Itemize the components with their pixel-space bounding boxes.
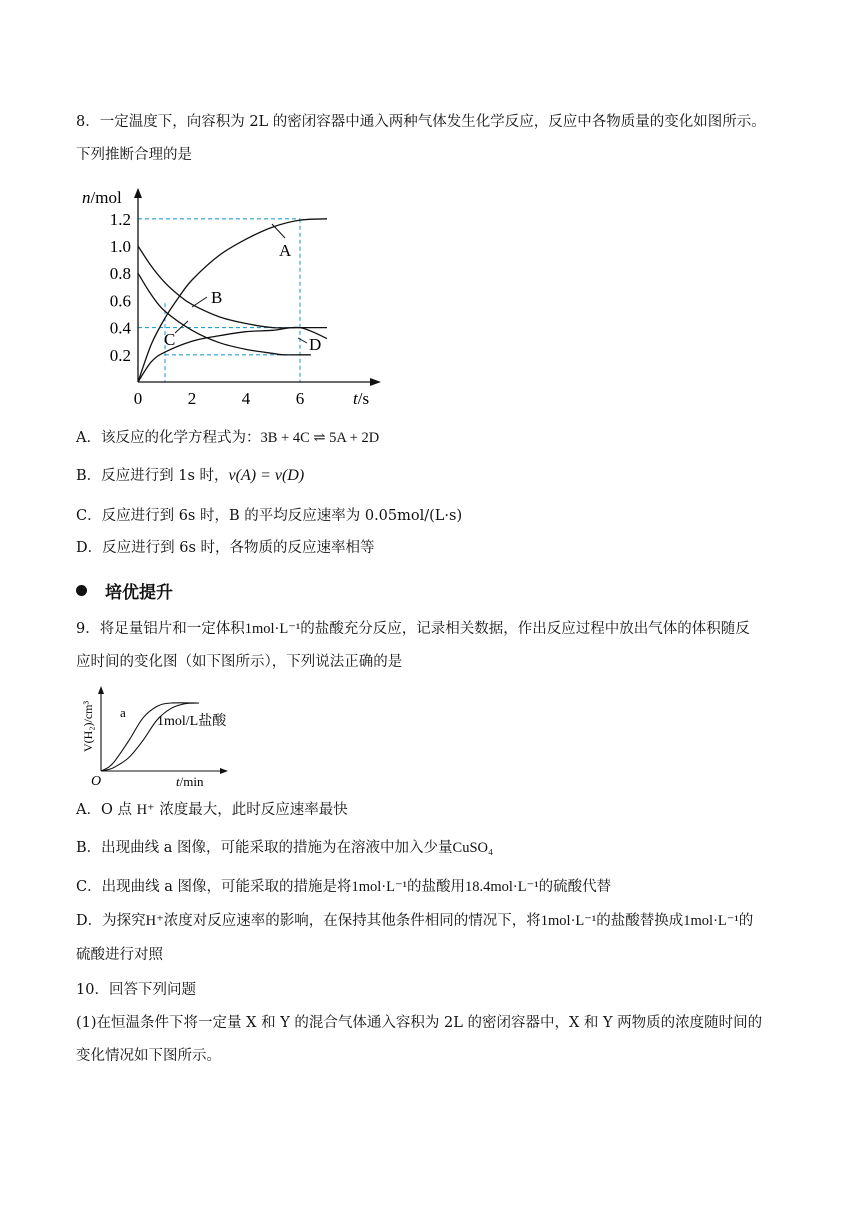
q10-part1-line1: (1)在恒温条件下将一定量 X 和 Y 的混合气体通入容积为 2L 的密闭容器中，X 和 Y 两物质的浓度随时间的	[76, 1015, 763, 1031]
section-title: 培优提升	[105, 583, 173, 603]
q8-stem-line2: 下列推断合理的是	[76, 147, 192, 163]
q8-option-a-equation: 3B + 4C ⇌ 5A + 2D	[260, 430, 380, 446]
q9-chart	[76, 680, 246, 786]
q9-chart-axes	[98, 686, 228, 774]
bullet-icon	[76, 585, 87, 596]
x-tick-label: 0	[133, 389, 143, 408]
series-label-B: B	[211, 288, 223, 307]
series-label-C: C	[164, 330, 176, 349]
x-axis-label: t/min	[176, 774, 204, 786]
q8-option-b-equation: v(A) = v(D)	[228, 467, 305, 484]
x-axis-label: t/s	[353, 389, 370, 408]
x-axis-arrow	[370, 378, 381, 386]
q9-option-c: C．出现曲线 a 图像，可能采取的措施是将1mol·L⁻¹的盐酸用18.4mol·L⁻¹的硫酸代替	[76, 879, 612, 895]
q8-option-b: B．反应进行到 1s 时，v(A) = v(D)	[76, 467, 305, 484]
x-tick-label: 6	[295, 389, 305, 408]
y-tick-label: 1.0	[109, 237, 131, 256]
q8-chart-axes	[134, 188, 381, 386]
series-label-a: a	[120, 705, 126, 720]
q9-option-d: D．为探究H⁺浓度对反应速率的影响，在保持其他条件相同的情况下，将1mol·L⁻¹的盐酸替换成1mol·L⁻¹的	[76, 913, 754, 929]
series-label-A: A	[279, 241, 292, 260]
y-tick-label: 0.8	[109, 264, 131, 284]
y-axis-label: V(H₂)/cm³	[81, 700, 95, 752]
y-tick-label: 0.2	[109, 345, 131, 365]
q9-option-a: A．O 点 H⁺ 浓度最大，此时反应速率最快	[76, 802, 348, 818]
y-tick-label: 0.4	[109, 318, 131, 338]
q10-part1-line2: 变化情况如下图所示。	[76, 1048, 221, 1064]
y-tick-label: 1.2	[109, 209, 131, 229]
q8-stem-line1: 8．一定温度下，向容积为 2L 的密闭容器中通入两种气体发生化学反应，反应中各物质量的变化如图所示。	[76, 114, 766, 130]
section-heading	[76, 578, 173, 603]
origin-label: O	[91, 774, 102, 786]
series-line-a	[101, 703, 199, 771]
q8-chart-series	[138, 219, 327, 382]
leader-line	[192, 297, 207, 307]
y-tick-label: 0.6	[109, 291, 131, 311]
q8-option-a: A．该反应的化学方程式为：3B + 4C ⇌ 5A + 2D	[76, 430, 380, 446]
q8-option-c: C．反应进行到 6s 时，B 的平均反应速率为 0.05mol/(L·s)	[76, 508, 463, 524]
series-label-D: D	[309, 335, 322, 354]
q9-chart-series	[101, 703, 199, 771]
q8-chart	[76, 180, 396, 410]
q9-option-b: B．出现曲线 a 图像，可能采取的措施为在溶液中加入少量CuSO₄	[76, 840, 494, 856]
series-label-hcl: 1mol/L盐酸	[157, 714, 227, 729]
q9-chart-labels	[81, 700, 227, 786]
q9-stem-line2: 应时间的变化图（如下图所示），下列说法正确的是	[76, 654, 403, 670]
q8-chart-labels	[82, 188, 369, 408]
leader-line	[272, 224, 285, 238]
series-line-A	[138, 219, 327, 382]
x-tick-label: 4	[241, 389, 251, 408]
x-axis-arrow	[220, 768, 228, 774]
y-axis-arrow	[134, 188, 142, 198]
leader-line	[298, 338, 307, 343]
q10-title: 10．回答下列问题	[76, 982, 196, 998]
q8-option-d: D．反应进行到 6s 时，各物质的反应速率相等	[76, 540, 375, 556]
q9-option-d-line2: 硫酸进行对照	[76, 947, 163, 963]
q9-stem-line1: 9．将足量铝片和一定体积1mol·L⁻¹的盐酸充分反应，记录相关数据，作出反应过程中放出气体的体积随反	[76, 621, 750, 637]
y-axis-label: n/mol	[82, 188, 122, 207]
x-tick-label: 2	[187, 389, 197, 408]
y-axis-arrow	[98, 686, 104, 694]
